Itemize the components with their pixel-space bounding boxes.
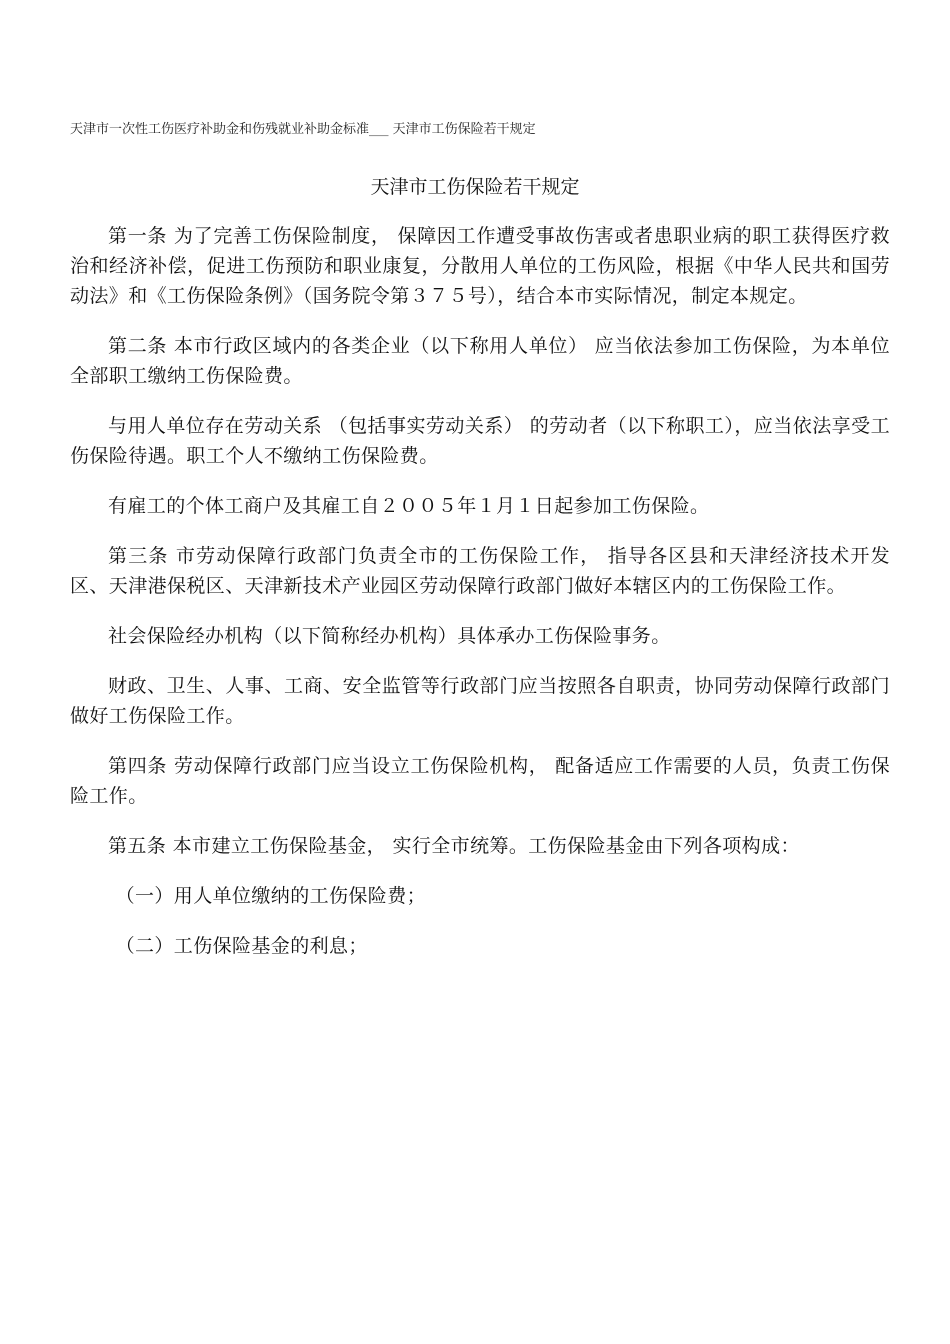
paragraph-article-3-departments: 财政、卫生、人事、工商、安全监管等行政部门应当按照各自职责，协同劳动保障行政部门做好工伤保险工作。 — [70, 675, 890, 727]
paragraph-article-4: 第四条 劳动保障行政部门应当设立工伤保险机构， 配备适应工作需要的人员，负责工伤保险工作。 — [70, 755, 890, 807]
paragraph-article-2-employees: 与用人单位存在劳动关系 （包括事实劳动关系） 的劳动者（以下称职工），应当依法享受工伤保险待遇。职工个人不缴纳工伤保险费。 — [70, 415, 890, 467]
paragraph-article-2: 第二条 本市行政区域内的各类企业（以下称用人单位） 应当依法参加工伤保险，为本单位全部职工缴纳工伤保险费。 — [70, 335, 890, 387]
document-body — [70, 221, 890, 981]
paragraph-article-2-individual-business: 有雇工的个体工商户及其雇工自２００５年１月１日起参加工伤保险。 — [108, 495, 710, 517]
list-item-2: （二）工伤保险基金的利息； — [115, 935, 368, 957]
paragraph-article-1: 第一条 为了完善工伤保险制度， 保障因工作遭受事故伤害或者患职业病的职工获得医疗救治和经济补偿，促进工伤预防和职业康复，分散用人单位的工伤风险，根据《中华人民共和国劳动法》和《工伤保险条例》（国务院令第３７５号），结合本市实际情况，制定本规定。 — [70, 225, 890, 307]
document-title: 天津市工伤保险若干规定 — [370, 176, 580, 198]
paragraph-article-3: 第三条 市劳动保障行政部门负责全市的工伤保险工作， 指导各区县和天津经济技术开发区、天津港保税区、天津新技术产业园区劳动保障行政部门做好本辖区内的工伤保险工作。 — [70, 545, 890, 597]
list-item-1: （一）用人单位缴纳的工伤保险费； — [115, 885, 426, 907]
running-header: 天津市一次性工伤医疗补助金和伤残就业补助金标准___ 天津市工伤保险若干规定 — [70, 122, 536, 137]
paragraph-article-5: 第五条 本市建立工伤保险基金， 实行全市统筹。工伤保险基金由下列各项构成： — [108, 835, 800, 857]
paragraph-article-3-agency: 社会保险经办机构（以下简称经办机构）具体承办工伤保险事务。 — [108, 625, 671, 647]
